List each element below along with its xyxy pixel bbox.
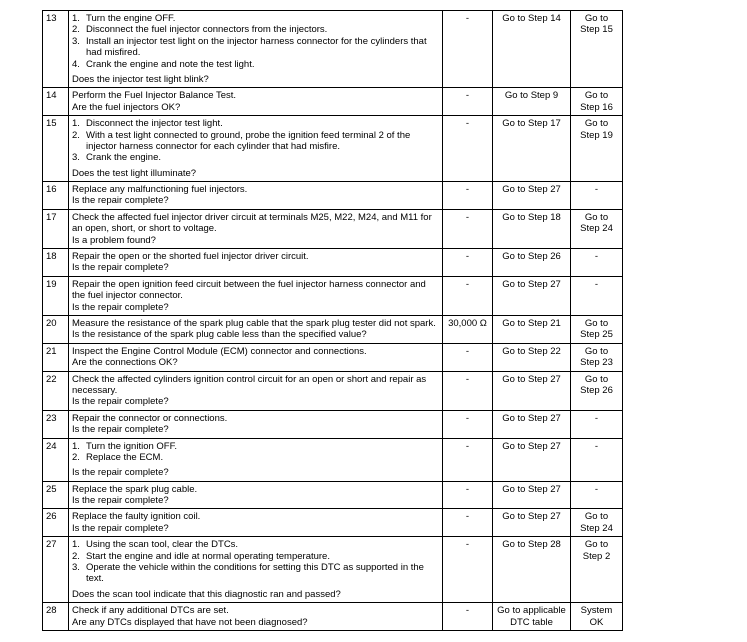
value-cell: - <box>443 438 493 481</box>
item-number: 4. <box>72 58 80 70</box>
action-cell <box>69 182 443 210</box>
item-text: With a test light connected to ground, probe the ignition feed terminal 2 of the injector harness connector for each cylinder that had misfire. <box>86 129 411 152</box>
action-line <box>72 59 439 70</box>
no-cell: System OK <box>571 603 623 631</box>
table-row <box>43 509 623 537</box>
step-number: 14 <box>43 88 69 116</box>
value-cell: - <box>443 481 493 509</box>
item-number: 2. <box>72 24 80 36</box>
item-text: Turn the engine OFF. <box>86 13 176 24</box>
action-cell <box>69 209 443 248</box>
item-number: 2. <box>72 550 80 562</box>
step-number: 17 <box>43 209 69 248</box>
yes-cell: Go to Step 18 <box>493 209 571 248</box>
item-text: Disconnect the injector test light. <box>86 118 223 130</box>
item-number: 2. <box>72 129 80 141</box>
table-row <box>43 182 623 210</box>
yes-cell: Go to Step 27 <box>493 438 571 481</box>
value-cell: - <box>443 182 493 210</box>
action-line <box>72 152 439 163</box>
yes-cell: Go to applicable DTC table <box>493 603 571 631</box>
step-number: 15 <box>43 116 69 182</box>
no-cell: - <box>571 438 623 481</box>
no-cell: Go to Step 24 <box>571 509 623 537</box>
table-row <box>43 315 623 343</box>
no-cell: - <box>571 182 623 210</box>
action-line: Replace the faulty ignition coil. <box>72 511 201 523</box>
yes-cell: Go to Step 9 <box>493 88 571 116</box>
yes-cell: Go to Step 27 <box>493 509 571 537</box>
action-cell <box>69 410 443 438</box>
item-text: Crank the engine and note the test light. <box>86 58 255 70</box>
value-cell: - <box>443 209 493 248</box>
action-line: Measure the resistance of the spark plug cable that the spark plug tester did not spark. <box>72 317 436 329</box>
action-cell <box>69 88 443 116</box>
table-row <box>43 537 623 603</box>
action-cell <box>69 481 443 509</box>
action-question: Is the repair complete? <box>72 467 169 479</box>
yes-cell: Go to Step 27 <box>493 276 571 315</box>
value-cell: - <box>443 537 493 603</box>
action-question: Does the injector test light blink? <box>72 73 209 85</box>
item-number: 1. <box>72 118 80 130</box>
action-line <box>72 130 439 153</box>
action-question: Is a problem found? <box>72 234 156 246</box>
value-cell: - <box>443 371 493 410</box>
yes-cell: Go to Step 27 <box>493 182 571 210</box>
step-number: 28 <box>43 603 69 631</box>
action-cell <box>69 371 443 410</box>
item-text: Disconnect the fuel injector connectors from the injectors. <box>86 24 328 36</box>
diagnostic-table-body <box>43 11 623 631</box>
action-cell <box>69 603 443 631</box>
action-line: Replace the spark plug cable. <box>72 483 198 495</box>
action-question: Does the scan tool indicate that this diagnostic ran and passed? <box>72 588 341 600</box>
diagnostic-table <box>42 10 623 631</box>
action-line <box>72 452 439 463</box>
action-question: Is the repair complete? <box>72 301 169 313</box>
action-question: Is the repair complete? <box>72 262 169 274</box>
table-row <box>43 481 623 509</box>
yes-cell: Go to Step 21 <box>493 315 571 343</box>
table-row <box>43 438 623 481</box>
item-text: Start the engine and idle at normal operating temperature. <box>86 550 330 562</box>
no-cell: - <box>571 410 623 438</box>
no-cell: Go to Step 16 <box>571 88 623 116</box>
no-cell: Go to Step 26 <box>571 371 623 410</box>
action-line <box>72 118 439 129</box>
table-row <box>43 276 623 315</box>
action-line: Inspect the Engine Control Module (ECM) connector and connections. <box>72 345 367 357</box>
yes-cell: Go to Step 28 <box>493 537 571 603</box>
item-text: Using the scan tool, clear the DTCs. <box>86 539 239 551</box>
action-question: Is the repair complete? <box>72 424 169 436</box>
action-line: Check the affected cylinders ignition control circuit for an open or short and repair as necessary. <box>72 373 427 396</box>
step-number: 25 <box>43 481 69 509</box>
item-number: 3. <box>72 562 80 574</box>
no-cell: Go to Step 15 <box>571 11 623 88</box>
no-cell: Go to Step 19 <box>571 116 623 182</box>
no-cell: - <box>571 276 623 315</box>
yes-cell: Go to Step 17 <box>493 116 571 182</box>
step-number: 19 <box>43 276 69 315</box>
table-row <box>43 249 623 277</box>
item-text: Replace the ECM. <box>86 451 164 463</box>
action-cell <box>69 116 443 182</box>
action-question: Is the repair complete? <box>72 396 169 408</box>
item-number: 3. <box>72 35 80 47</box>
table-row <box>43 11 623 88</box>
action-question: Does the test light illuminate? <box>72 167 197 179</box>
yes-cell: Go to Step 22 <box>493 343 571 371</box>
action-line: Replace any malfunctioning fuel injectors. <box>72 184 248 196</box>
action-line: Are any DTCs displayed that have not been diagnosed? <box>72 616 308 628</box>
action-question: Is the resistance of the spark plug cable less than the specified value? <box>72 329 367 341</box>
no-cell: Go to Step 25 <box>571 315 623 343</box>
step-number: 20 <box>43 315 69 343</box>
no-cell: Go to Step 23 <box>571 343 623 371</box>
yes-cell: Go to Step 27 <box>493 371 571 410</box>
action-line: Repair the open ignition feed circuit between the fuel injector harness connector and the fuel injector connector. <box>72 278 426 302</box>
action-cell <box>69 509 443 537</box>
value-cell: - <box>443 410 493 438</box>
value-cell: 30,000 Ω <box>443 315 493 343</box>
action-line: Perform the Fuel Injector Balance Test. <box>72 90 237 102</box>
action-line <box>72 441 439 452</box>
action-line: Check the affected fuel injector driver circuit at terminals M25, M22, M24, and M11 for an open, short, or short to voltage. <box>72 211 432 235</box>
value-cell: - <box>443 116 493 182</box>
no-cell: - <box>571 249 623 277</box>
step-number: 24 <box>43 438 69 481</box>
item-number: 1. <box>72 440 80 452</box>
action-cell <box>69 11 443 88</box>
step-number: 22 <box>43 371 69 410</box>
item-number: 3. <box>72 152 80 164</box>
table-row <box>43 371 623 410</box>
table-row <box>43 603 623 631</box>
step-number: 27 <box>43 537 69 603</box>
value-cell: - <box>443 11 493 88</box>
value-cell: - <box>443 509 493 537</box>
table-row <box>43 343 623 371</box>
no-cell: - <box>571 481 623 509</box>
action-question: Are the connections OK? <box>72 357 178 369</box>
yes-cell: Go to Step 27 <box>493 410 571 438</box>
action-line: Repair the connector or connections. <box>72 412 228 424</box>
item-number: 1. <box>72 13 80 24</box>
step-number: 26 <box>43 509 69 537</box>
action-line <box>72 562 439 585</box>
value-cell: - <box>443 249 493 277</box>
step-number: 13 <box>43 11 69 88</box>
action-cell <box>69 438 443 481</box>
no-cell: Go to Step 2 <box>571 537 623 603</box>
yes-cell: Go to Step 14 <box>493 11 571 88</box>
action-question: Is the repair complete? <box>72 495 169 507</box>
table-row <box>43 88 623 116</box>
action-question: Is the repair complete? <box>72 195 169 207</box>
item-number: 1. <box>72 539 80 551</box>
action-line <box>72 24 439 35</box>
action-line <box>72 551 439 562</box>
step-number: 23 <box>43 410 69 438</box>
value-cell: - <box>443 603 493 631</box>
table-row <box>43 116 623 182</box>
action-line <box>72 36 439 59</box>
action-cell <box>69 249 443 277</box>
action-cell <box>69 343 443 371</box>
value-cell: - <box>443 88 493 116</box>
yes-cell: Go to Step 27 <box>493 481 571 509</box>
step-number: 16 <box>43 182 69 210</box>
item-text: Operate the vehicle within the conditions for setting this DTC as supported in the text. <box>86 562 424 585</box>
value-cell: - <box>443 343 493 371</box>
item-text: Turn the ignition OFF. <box>86 440 177 452</box>
item-number: 2. <box>72 451 80 463</box>
action-line <box>72 539 439 550</box>
action-line: Repair the open or the shorted fuel injector driver circuit. <box>72 251 309 263</box>
action-cell <box>69 276 443 315</box>
action-line <box>72 13 439 24</box>
step-number: 21 <box>43 343 69 371</box>
item-text: Install an injector test light on the injector harness connector for the cylinders that had misfired. <box>86 35 427 59</box>
table-row <box>43 410 623 438</box>
item-text: Crank the engine. <box>86 152 161 164</box>
action-question: Is the repair complete? <box>72 522 169 534</box>
action-cell <box>69 315 443 343</box>
no-cell: Go to Step 24 <box>571 209 623 248</box>
table-row <box>43 209 623 248</box>
value-cell: - <box>443 276 493 315</box>
action-cell <box>69 537 443 603</box>
yes-cell: Go to Step 26 <box>493 249 571 277</box>
action-line: Check if any additional DTCs are set. <box>72 605 229 617</box>
action-question: Are the fuel injectors OK? <box>72 101 181 113</box>
step-number: 18 <box>43 249 69 277</box>
